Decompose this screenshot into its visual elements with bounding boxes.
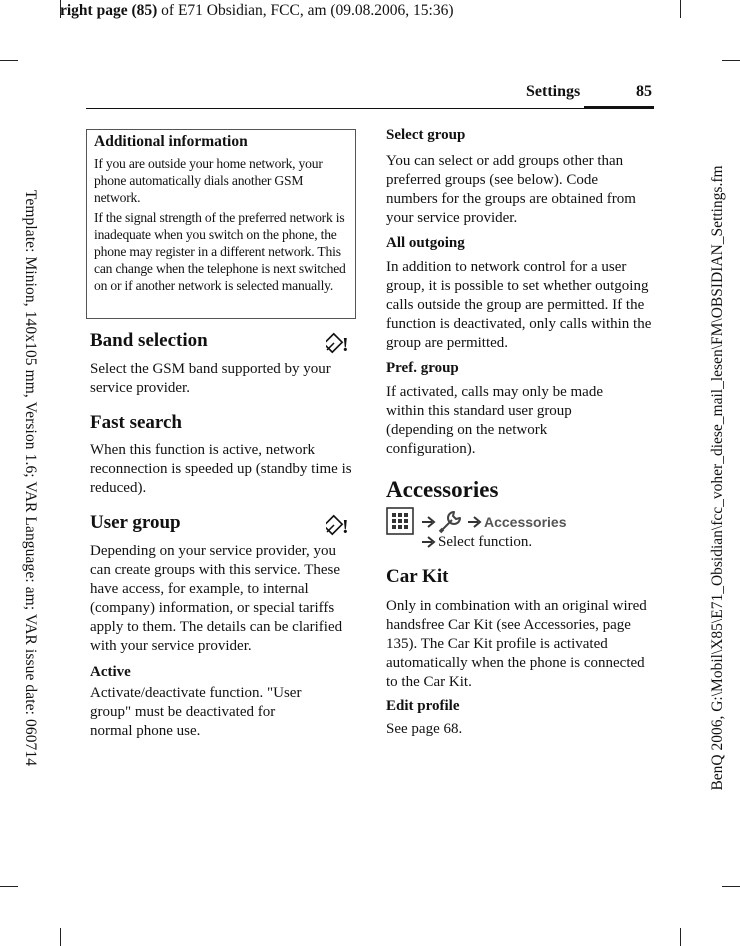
crop-mark [60,928,61,946]
page-number: 85 [636,83,652,100]
fast-search-text: When this function is active, network reconnection is speeded up (standby time is reduced). [90,442,352,496]
crop-mark [722,886,740,887]
accessories-heading: Accessories [386,477,499,502]
user-group-text: Depending on your service provider, you can create groups with this service. These have access, for example, to internal (company) information, or special tariffs apply to them. The details can be clarified with your service provider. [90,543,343,654]
nav-select-function: Select function. [438,534,533,550]
nav-menu-accessories: Accessories [484,514,567,530]
all-outgoing-text: In addition to network control for a user group, it is possible to set whether outgoing calls outside the group are permitted. If the function is deactivated, only calls within the group are permitted. [386,259,652,351]
info-box-para: If the signal strength of the preferred network is inadequate when you switch on the phone, the phone may register in a different network. This can change when the telephone is next switched on or if another network is selected manually. [94,210,346,293]
crop-mark [680,0,681,18]
arrow-icon [422,516,436,528]
page-label: right page (85) [60,2,158,19]
select-group-heading: Select group [386,127,466,143]
additional-info-box [86,129,356,319]
pref-group-heading: Pref. group [386,360,459,376]
file-path: BenQ 2006, G:\Mobil\X85\E71_Obsidian\fcc_voher_diese_mail_lesen\FM\OBSIDIAN_Settings.fm [709,165,726,791]
header-rule [86,108,654,109]
all-outgoing-heading: All outgoing [386,235,465,251]
select-group-text: You can select or add groups other than preferred groups (see below). Code numbers for the groups are obtained from your service provider. [386,153,636,226]
running-head: Settings [526,83,581,100]
svg-text:!: ! [342,516,349,536]
fast-search-heading: Fast search [90,412,182,433]
crop-mark [0,886,18,887]
template-info: Template: Minion, 140x105 mm, Version 1.6; VAR Language: am; VAR issue date: 060714 [22,189,39,767]
info-box-title: Additional information [94,133,248,150]
edit-profile-text: See page 68. [386,721,463,737]
crop-mark [0,60,18,61]
header-rule-thick [584,106,654,109]
crop-mark [680,928,681,946]
user-group-heading: User group [90,512,181,533]
car-kit-heading: Car Kit [386,566,449,587]
menu-grid-icon [386,507,414,535]
network-dependent-icon [326,514,356,536]
svg-text:!: ! [342,334,349,354]
active-heading: Active [90,664,131,680]
arrow-icon [468,516,482,528]
network-dependent-icon [326,332,356,354]
wrench-icon [438,508,464,534]
pref-group-text: If activated, calls may only be made within this standard user group (depending on the network configuration). [386,384,603,457]
band-selection-heading: Band selection [90,330,208,351]
band-selection-text: Select the GSM band supported by your service provider. [90,361,331,396]
info-box-para: If you are outside your home network, your phone automatically dials another GSM network. [94,156,323,205]
car-kit-text: Only in combination with an original wired handsfree Car Kit (see Accessories, page 135). The Car Kit profile is activated automatically when the phone is connected to the Car Kit. [386,598,647,690]
edit-profile-heading: Edit profile [386,698,460,714]
page-meta: of E71 Obsidian, FCC, am (09.08.2006, 15:36) [157,2,454,19]
active-text: Activate/deactivate function. "User group" must be deactivated for normal phone use. [90,685,302,739]
crop-mark [722,60,740,61]
print-header [60,2,454,20]
arrow-icon [422,536,436,548]
